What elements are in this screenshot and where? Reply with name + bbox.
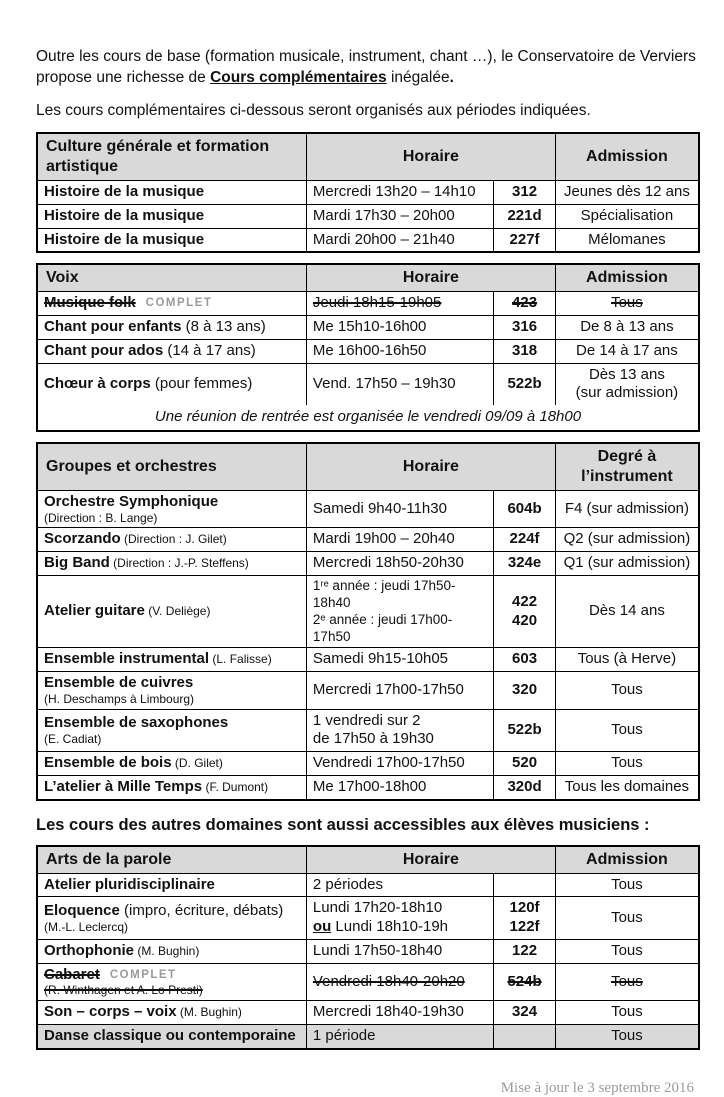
admission-cell (555, 363, 699, 405)
table-row (37, 709, 699, 752)
course-name-cell (37, 552, 306, 576)
admission-cell: Q1 (sur admission) (555, 552, 699, 576)
table-header-row (37, 846, 699, 874)
course-name-cell (37, 228, 306, 252)
column-header-horaire: Horaire (306, 264, 555, 292)
schedule-cell: 2 périodes (306, 873, 493, 897)
code-cell: 423 (494, 292, 556, 316)
table-row (37, 552, 699, 576)
course-director: (H. Deschamps à Limbourg) (44, 691, 195, 706)
course-name: Atelier pluridisciplinaire (44, 875, 215, 893)
code-cell: 320 (494, 672, 556, 710)
course-name-cell (37, 672, 306, 710)
code-line: 420 (512, 611, 538, 629)
schedule-cell: Samedi 9h40-11h30 (306, 490, 493, 528)
course-name: Son – corps – voix (44, 1003, 177, 1021)
ou-emphasis: ou (312, 918, 332, 936)
table-row (37, 575, 699, 648)
admission-cell: Q2 (sur admission) (555, 528, 699, 552)
course-name-cell (37, 775, 306, 799)
complet-badge: COMPLET (145, 297, 213, 310)
code-cell (494, 873, 556, 897)
column-header-category: Culture générale et formation artistique (37, 133, 306, 181)
table-row (37, 1001, 699, 1025)
course-name: Ensemble de cuivres (44, 674, 194, 692)
course-name-cell (37, 181, 306, 205)
column-header-degre: Degré à l’instrument (555, 443, 699, 491)
table-row (37, 181, 699, 205)
column-header-horaire: Horaire (306, 443, 555, 491)
course-name-cell (37, 490, 306, 528)
course-name: Atelier guitare (44, 602, 145, 620)
admission-cell: Tous les domaines (555, 775, 699, 799)
code-cell (494, 897, 556, 940)
schedule-cell: Mercredi 18h40-19h30 (306, 1001, 493, 1025)
admission-cell: Mélomanes (555, 228, 699, 252)
code-cell: 221d (494, 204, 556, 228)
table-arts-parole (36, 845, 700, 1050)
course-name: Histoire de la musique (44, 183, 205, 201)
schedule-cell: Mercredi 17h00-17h50 (306, 672, 493, 710)
table-header-row (37, 443, 699, 491)
schedule-line: Lundi 17h20-18h10 (312, 899, 443, 917)
schedule-cell: Mardi 20h00 – 21h40 (306, 228, 493, 252)
code-cell: 316 (494, 316, 556, 340)
course-director: (M. Bughin) (176, 1005, 242, 1020)
schedule-cell: Mardi 19h00 – 20h40 (306, 528, 493, 552)
course-name: Big Band (44, 554, 110, 572)
code-cell: 520 (494, 752, 556, 776)
table-voix (36, 263, 700, 432)
table-row (37, 775, 699, 799)
reunion-note: Une réunion de rentrée est organisée le vendredi 09/09 à 18h00 (37, 405, 699, 431)
table-row (37, 339, 699, 363)
schedule-cell (306, 709, 493, 752)
schedule-cell: Samedi 9h15-10h05 (306, 648, 493, 672)
code-cell: 604b (494, 490, 556, 528)
course-director: (F. Dumont) (202, 779, 269, 794)
course-name: Chant pour ados (44, 341, 164, 359)
intro-paragraph-2: Les cours complémentaires ci-dessous seront organisés aux périodes indiquées. (36, 101, 591, 119)
schedule-cell: Vendredi 17h00-17h50 (306, 752, 493, 776)
table-header-row (37, 264, 699, 292)
admission-cell: Tous (555, 709, 699, 752)
admission-cell: Tous (555, 672, 699, 710)
course-name: Chœur à corps (44, 375, 151, 392)
table-row (37, 873, 699, 897)
course-name: Danse classique ou contemporaine (44, 1027, 296, 1045)
course-name: Ensemble instrumental (44, 650, 210, 668)
schedule-line: 1ʳᵉ année : jeudi 17h50-18h40 (312, 577, 456, 610)
course-name-cell (37, 709, 306, 752)
column-header-horaire: Horaire (306, 133, 555, 181)
course-director: (M.-L. Leclercq) (44, 919, 129, 934)
complet-badge: COMPLET (109, 968, 177, 981)
schedule-cell: Mardi 17h30 – 20h00 (306, 204, 493, 228)
schedule-cell: Lundi 17h50-18h40 (306, 939, 493, 963)
code-cell (494, 1025, 556, 1049)
admission-line: (sur admission) (575, 384, 679, 402)
course-name: Orchestre Symphonique (44, 492, 219, 510)
admission-cell: De 8 à 13 ans (555, 316, 699, 340)
course-name-cell (37, 963, 306, 1001)
code-line: 120f (509, 899, 540, 917)
course-name: Scorzando (44, 530, 121, 548)
code-line: 122f (509, 918, 540, 936)
admission-cell: Tous (555, 752, 699, 776)
course-director: (V. Deliège) (144, 604, 211, 619)
course-director: (R. Winthagen et A. Lo Presti) (44, 983, 203, 998)
course-name: Histoire de la musique (44, 206, 205, 224)
course-name-cell (37, 575, 306, 648)
course-name: Cabaret (44, 965, 100, 983)
course-name-cell (37, 1025, 306, 1049)
course-name-cell (37, 528, 306, 552)
table-row-cancelled (37, 963, 699, 1001)
course-name: Ensemble de saxophones (44, 714, 229, 732)
course-name-cell (37, 316, 306, 340)
course-name-cell (37, 897, 306, 940)
code-cell: 122 (494, 939, 556, 963)
table-row-danse (37, 1025, 699, 1049)
schedule-cell: Me 16h00-16h50 (306, 339, 493, 363)
code-cell: 603 (494, 648, 556, 672)
course-name-detail: (14 à 17 ans) (163, 341, 256, 359)
table-row (37, 672, 699, 710)
schedule-cell: Mercredi 13h20 – 14h10 (306, 181, 493, 205)
intro-period: . (449, 69, 454, 87)
schedule-cell (306, 897, 493, 940)
code-cell (494, 575, 556, 648)
update-date: Mise à jour le 3 septembre 2016 (500, 1079, 694, 1096)
course-name: Histoire de la musique (44, 230, 205, 248)
table-row (37, 528, 699, 552)
course-director: (Direction : J. Gilet) (120, 532, 227, 547)
table-row (37, 228, 699, 252)
table-row (37, 752, 699, 776)
schedule-cell: Me 17h00-18h00 (306, 775, 493, 799)
table-row (37, 897, 699, 940)
course-name-cell (37, 873, 306, 897)
table-row (37, 648, 699, 672)
admission-cell: Spécialisation (555, 204, 699, 228)
schedule-line: 2ᵉ année : jeudi 17h00-17h50 (312, 611, 453, 644)
course-director: (Direction : B. Lange) (44, 510, 158, 525)
code-cell: 224f (494, 528, 556, 552)
column-header-horaire: Horaire (306, 846, 555, 874)
admission-cell: F4 (sur admission) (555, 490, 699, 528)
admission-cell: Tous (à Herve) (555, 648, 699, 672)
intro-text-tail: inégalée (386, 69, 450, 87)
course-name-cell (37, 292, 306, 316)
code-cell: 522b (494, 709, 556, 752)
admission-cell: Tous (555, 873, 699, 897)
admission-cell: Tous (555, 963, 699, 1001)
admission-cell: Dès 14 ans (555, 575, 699, 648)
course-name: Orthophonie (44, 941, 134, 959)
intro-text: Outre les cours de base (formation musicale, instrument, chant …), le Conservatoire de Verviers propose une richesse de (36, 48, 696, 87)
schedule-cell: Vend. 17h50 – 19h30 (306, 363, 493, 405)
course-director: (L. Falisse) (209, 652, 272, 667)
code-cell: 318 (494, 339, 556, 363)
schedule-cell: Jeudi 18h15-19h05 (306, 292, 493, 316)
schedule-cell: 1 période (306, 1025, 493, 1049)
course-director: (M. Bughin) (134, 943, 200, 958)
schedule-cell: Mercredi 18h50-20h30 (306, 552, 493, 576)
admission-cell: Tous (555, 1001, 699, 1025)
admission-cell: Tous (555, 897, 699, 940)
table-culture-generale (36, 132, 700, 253)
intro-paragraph (36, 46, 700, 89)
course-name-detail: (8 à 13 ans) (181, 318, 266, 336)
course-name-cell (37, 1001, 306, 1025)
table-row (37, 490, 699, 528)
course-name-cell (37, 752, 306, 776)
section-heading: Les cours des autres domaines sont aussi accessibles aux élèves musiciens : (36, 815, 650, 834)
course-name-cell (37, 204, 306, 228)
code-cell: 320d (494, 775, 556, 799)
table-row (37, 316, 699, 340)
schedule-alt: Lundi 18h10-19h (331, 918, 449, 936)
column-header-category: Groupes et orchestres (37, 443, 306, 491)
schedule-cell: Vendredi 18h40-20h20 (306, 963, 493, 1001)
cours-complementaires-emphasis: Cours complémentaires (210, 69, 387, 87)
column-header-admission: Admission (555, 846, 699, 874)
course-name: Musique folk (44, 294, 136, 312)
table-header-row (37, 133, 699, 181)
schedule-line: 1 vendredi sur 2 (312, 711, 421, 729)
course-name-detail: (impro, écriture, débats) (119, 901, 284, 919)
table-row (37, 939, 699, 963)
admission-cell: Tous (555, 1025, 699, 1049)
schedule-line: de 17h50 à 19h30 (312, 730, 434, 748)
admission-cell: Tous (555, 292, 699, 316)
course-name-cell (37, 648, 306, 672)
admission-line: Dès 13 ans (588, 365, 665, 383)
course-name: Eloquence (44, 901, 120, 919)
code-cell: 312 (494, 181, 556, 205)
table-groupes-orchestres (36, 442, 700, 801)
course-name-cell (37, 363, 306, 405)
admission-cell: Jeunes dès 12 ans (555, 181, 699, 205)
code-cell: 524b (494, 963, 556, 1001)
code-cell: 522b (494, 363, 556, 405)
table-row-cancelled (37, 292, 699, 316)
column-header-admission: Admission (555, 264, 699, 292)
table-row (37, 204, 699, 228)
code-cell: 324e (494, 552, 556, 576)
column-header-admission: Admission (555, 133, 699, 181)
course-name: Chant pour enfants (44, 318, 182, 336)
course-name: L’atelier à Mille Temps (44, 777, 203, 795)
code-cell: 227f (494, 228, 556, 252)
admission-cell: De 14 à 17 ans (555, 339, 699, 363)
course-director: (Direction : J.-P. Steffens) (109, 556, 249, 571)
course-director: (E. Cadiat) (44, 731, 102, 746)
code-cell: 324 (494, 1001, 556, 1025)
course-name-detail: (pour femmes) (150, 375, 253, 392)
schedule-cell (306, 575, 493, 648)
table-row (37, 363, 699, 405)
course-name-cell (37, 939, 306, 963)
course-name-cell (37, 339, 306, 363)
schedule-cell: Me 15h10-16h00 (306, 316, 493, 340)
column-header-category: Voix (37, 264, 306, 292)
course-name: Ensemble de bois (44, 754, 172, 772)
course-director: (D. Gilet) (171, 756, 223, 771)
code-line: 422 (512, 592, 538, 610)
schedule-line (313, 918, 487, 937)
admission-cell: Tous (555, 939, 699, 963)
table-note-row (37, 405, 699, 431)
column-header-category: Arts de la parole (37, 846, 306, 874)
